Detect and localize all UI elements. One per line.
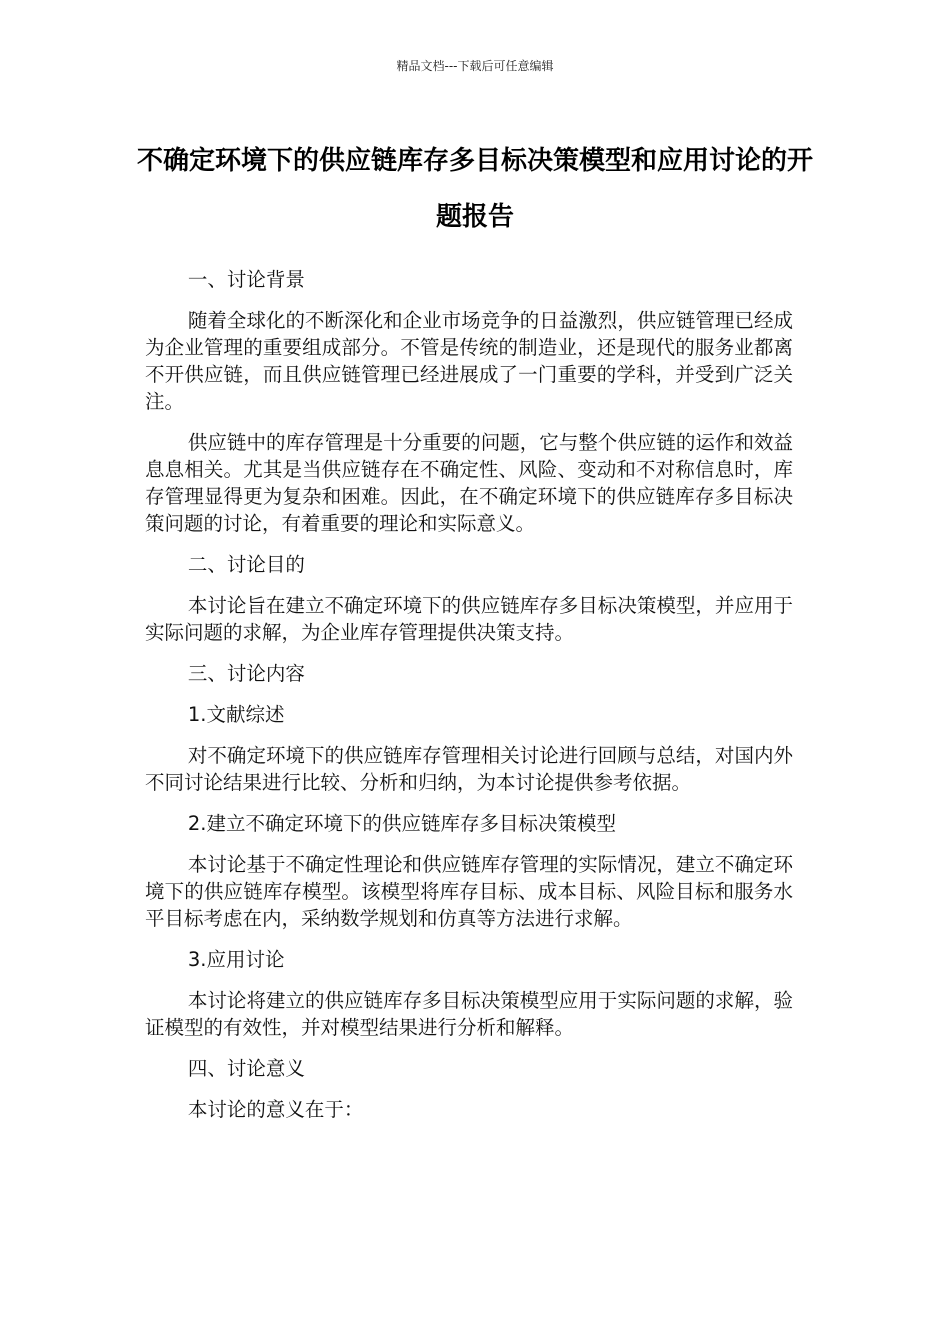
paragraph: 对不确定环境下的供应链库存管理相关讨论进行回顾与总结，对国内外不同讨论结果进行比较、分析和归纳，为本讨论提供参考依据。 [145,744,793,794]
paragraph: 本讨论旨在建立不确定环境下的供应链库存多目标决策模型，并应用于实际问题的求解，为企业库存管理提供决策支持。 [145,594,793,644]
subheading-literature-review: 1.文献综述 [187,703,285,726]
section-heading-content: 三、讨论内容 [187,662,305,685]
subheading-application: 3.应用讨论 [187,948,285,971]
document-title: 不确定环境下的供应链库存多目标决策模型和应用讨论的开题报告 [136,146,813,232]
paragraph: 本讨论的意义在于： [187,1098,364,1121]
section-heading-purpose: 二、讨论目的 [187,553,305,576]
paragraph: 供应链中的库存管理是十分重要的问题，它与整个供应链的运作和效益息息相关。尤其是当供应链存在不确定性、风险、变动和不对称信息时，库存管理显得更为复杂和困难。因此，在不确定环境下的供应链库存多目标决策问题的讨论，有着重要的理论和实际意义。 [145,431,793,535]
paragraph: 随着全球化的不断深化和企业市场竞争的日益激烈，供应链管理已经成为企业管理的重要组成部分。不管是传统的制造业，还是现代的服务业都离不开供应链，而且供应链管理已经进展成了一门重要的学科，并受到广泛关注。 [145,309,793,413]
header-note: 精品文档---下载后可任意编辑 [396,59,554,73]
section-heading-significance: 四、讨论意义 [187,1057,305,1080]
subheading-build-model: 2.建立不确定环境下的供应链库存多目标决策模型 [187,812,616,835]
paragraph: 本讨论将建立的供应链库存多目标决策模型应用于实际问题的求解，验证模型的有效性，并对模型结果进行分析和解释。 [145,989,793,1039]
paragraph: 本讨论基于不确定性理论和供应链库存管理的实际情况，建立不确定环境下的供应链库存模型。该模型将库存目标、成本目标、风险目标和服务水平目标考虑在内，采纳数学规划和仿真等方法进行求解。 [145,853,793,930]
section-heading-background: 一、讨论背景 [187,268,305,291]
document-body [145,266,793,1137]
